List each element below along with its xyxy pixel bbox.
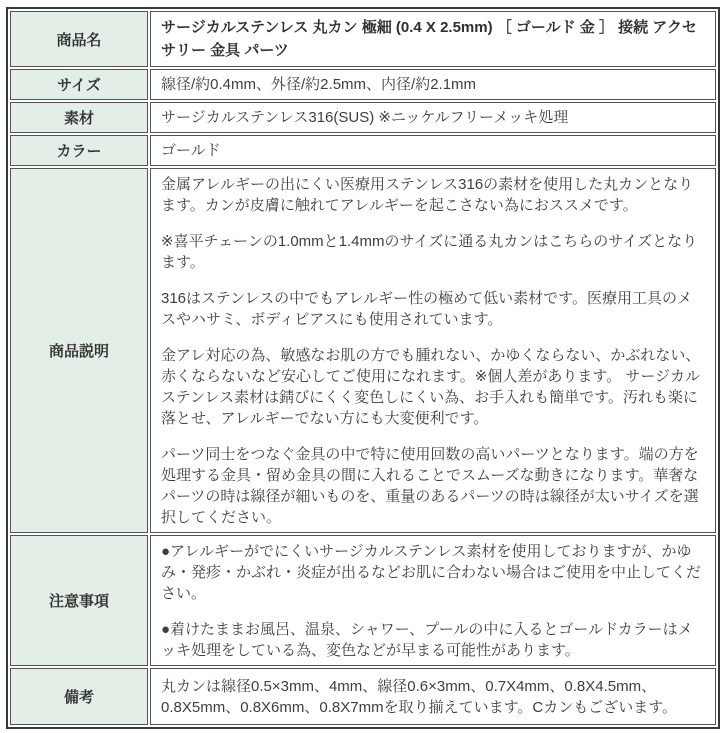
table-row: [10, 535, 716, 666]
table-row: [10, 69, 716, 100]
row-value-size: 線径/約0.4mm、外径/約2.5mm、内径/約2.1mm: [150, 69, 716, 100]
description-paragraph: 金属アレルギーの出にくい医療用ステンレス316の素材を使用した丸カンとなります。カンが皮膚に触れてアレルギーを起こさない為におススメです。: [161, 176, 694, 214]
row-label-note: 備考: [10, 668, 148, 725]
row-label-product-name: 商品名: [10, 11, 148, 67]
row-label-description: 商品説明: [10, 168, 148, 533]
row-label-color: カラー: [10, 135, 148, 166]
description-paragraph: ※喜平チェーンの1.0mmと1.4mmのサイズに通る丸カンはこちらのサイズとなります。: [161, 233, 698, 271]
description-paragraph: 316はステンレスの中でもアレルギー性の極めて低い素材です。医療用工具のメスやハサミ、ボディピアスにも使用されています。: [161, 290, 692, 328]
row-value-color: ゴールド: [150, 135, 716, 166]
table-row: [10, 135, 716, 166]
table-row: [10, 11, 716, 67]
row-label-size: サイズ: [10, 69, 148, 100]
product-spec-table: [6, 7, 720, 729]
row-value-note: 丸カンは線径0.5×3mm、4mm、線径0.6×3mm、0.7X4mm、0.8X4.5mm、0.8X5mm、0.8X6mm、0.8X7mmを取り揃えています。Cカンもございます。: [150, 668, 716, 725]
row-label-caution: 注意事項: [10, 535, 148, 666]
description-paragraph: 金アレ対応の為、敏感なお肌の方でも腫れない、かゆくならない、かぶれない、赤くならないなど安心してご使用になれます。※個人差があります。 サージカルステンレス素材は錆びにくく変色しにくい為、お手入れも簡単です。汚れも楽に落とせ、アレルギーでない方にも大変便利です。: [161, 347, 701, 427]
caution-paragraph: ●着けたままお風呂、温泉、シャワー、プールの中に入るとゴールドカラーはメッキ処理をしている為、変色などが早まる可能性があります。: [161, 621, 693, 659]
table-row: [10, 102, 716, 133]
row-value-product-name: サージカルステンレス 丸カン 極細 (0.4 X 2.5mm) ［ ゴールド 金 ］ 接続 アクセサリー 金具 パーツ: [150, 11, 716, 67]
table-row: [10, 668, 716, 725]
table-row: [10, 168, 716, 533]
caution-paragraph: ●アレルギーがでにくいサージカルステンレス素材を使用しておりますが、かゆみ・発疹・かぶれ・炎症が出るなどお肌に合わない場合はご使用を中止してください。: [161, 543, 702, 602]
row-label-material: 素材: [10, 102, 148, 133]
description-paragraph: パーツ同士をつなぐ金具の中で特に使用回数の高いパーツとなります。端の方を処理する金具・留め金具の間に入れることでスムーズな動きになります。華奢なパーツの時は線径が細いものを、重量のあるパーツの時は線径が太いサイズを選択してください。: [161, 446, 699, 526]
row-value-caution: [150, 535, 716, 666]
row-value-material: サージカルステンレス316(SUS) ※ニッケルフリーメッキ処理: [150, 102, 716, 133]
row-value-description: [150, 168, 716, 533]
